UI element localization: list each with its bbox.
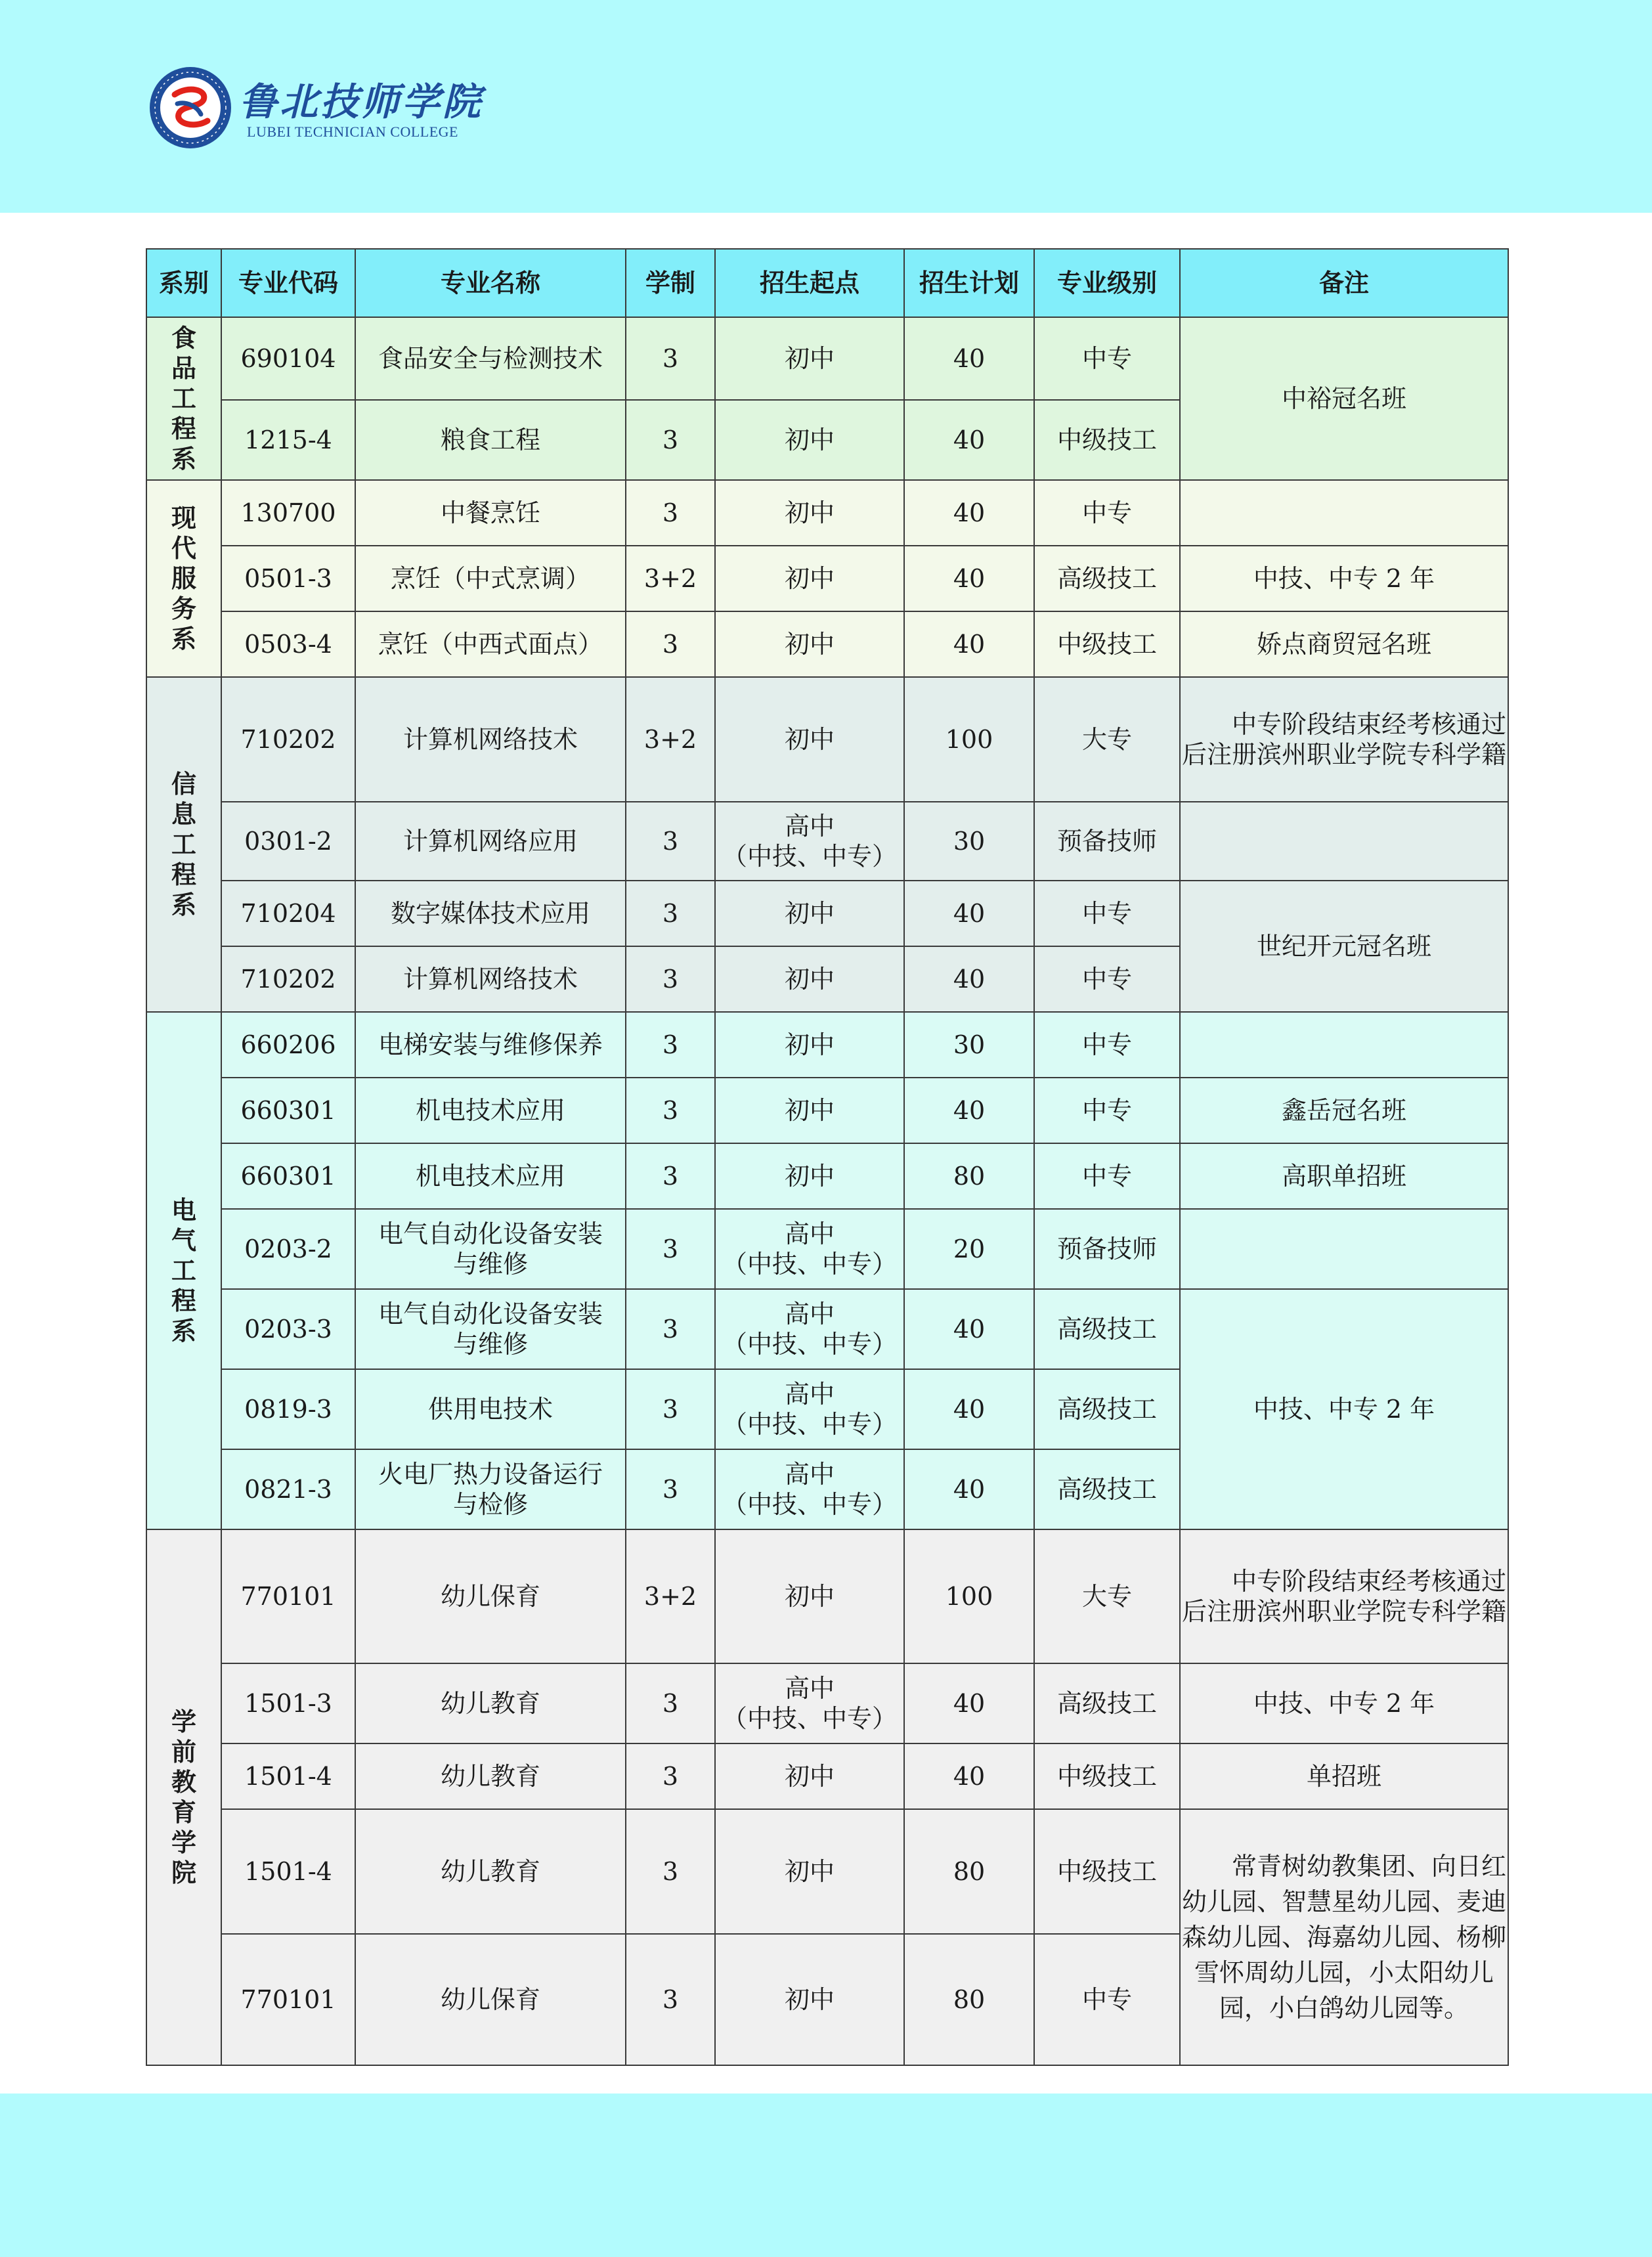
remark-cell: 单招班 [1180, 1743, 1508, 1809]
code-cell: 1501-4 [221, 1809, 355, 1934]
years-cell: 3+2 [626, 546, 715, 611]
years-cell: 3 [626, 317, 715, 400]
start-line2: （中技、中专） [722, 1250, 897, 1279]
start-cell: 初中 [715, 1143, 904, 1209]
years-cell: 3 [626, 400, 715, 480]
remark-cell: 中专阶段结束经考核通过后注册滨州职业学院专科学籍 [1180, 677, 1508, 802]
start-cell [715, 1209, 904, 1289]
enrollment-table [146, 248, 1509, 2066]
dept-label: 现代服务系 [171, 504, 196, 653]
level-cell: 中专 [1034, 946, 1180, 1012]
code-cell: 0501-3 [221, 546, 355, 611]
level-cell: 中专 [1034, 881, 1180, 946]
start-cell: 初中 [715, 1012, 904, 1078]
dept-label: 学前教育学院 [171, 1707, 196, 1887]
years-cell: 3 [626, 1143, 715, 1209]
years-cell: 3 [626, 611, 715, 677]
table-row [146, 802, 1508, 881]
name-line1: 火电厂热力设备运行 [378, 1460, 603, 1489]
dept-label: 电气工程系 [171, 1196, 196, 1346]
code-cell: 770101 [221, 1934, 355, 2065]
remark-cell: 世纪开元冠名班 [1180, 881, 1508, 1012]
code-cell: 0203-2 [221, 1209, 355, 1289]
table-row [146, 677, 1508, 802]
name-cell [355, 1289, 626, 1369]
name-line2: 与维修 [452, 1250, 528, 1279]
remark-cell: 鑫岳冠名班 [1180, 1078, 1508, 1143]
code-cell: 0203-3 [221, 1289, 355, 1369]
start-cell [715, 1663, 904, 1743]
table-row [146, 881, 1508, 946]
level-cell: 中级技工 [1034, 1809, 1180, 1934]
code-cell: 0301-2 [221, 802, 355, 881]
level-cell: 中专 [1034, 1934, 1180, 2065]
name-cell [355, 1209, 626, 1289]
name-cell: 幼儿教育 [355, 1663, 626, 1743]
start-cell: 初中 [715, 317, 904, 400]
table-row [146, 1078, 1508, 1143]
plan-cell: 40 [904, 881, 1034, 946]
level-cell: 大专 [1034, 1529, 1180, 1663]
code-cell: 1215-4 [221, 400, 355, 480]
start-line2: （中技、中专） [722, 842, 897, 871]
start-cell [715, 1369, 904, 1449]
years-cell: 3+2 [626, 1529, 715, 1663]
code-cell: 0821-3 [221, 1449, 355, 1529]
start-cell: 初中 [715, 1934, 904, 2065]
remark-cell: 中专阶段结束经考核通过后注册滨州职业学院专科学籍 [1180, 1529, 1508, 1663]
plan-cell: 40 [904, 946, 1034, 1012]
remark-cell: 高职单招班 [1180, 1143, 1508, 1209]
remark-cell [1180, 802, 1508, 881]
level-cell: 高级技工 [1034, 546, 1180, 611]
plan-cell: 40 [904, 1449, 1034, 1529]
start-line2: （中技、中专） [722, 1704, 897, 1733]
header-level: 专业级别 [1034, 249, 1180, 317]
name-cell: 计算机网络应用 [355, 802, 626, 881]
plan-cell: 40 [904, 1369, 1034, 1449]
years-cell: 3 [626, 1743, 715, 1809]
name-cell: 数字媒体技术应用 [355, 881, 626, 946]
code-cell: 660301 [221, 1143, 355, 1209]
name-cell: 中餐烹饪 [355, 480, 626, 546]
table-row [146, 1209, 1508, 1289]
start-cell [715, 1449, 904, 1529]
header-remark: 备注 [1180, 249, 1508, 317]
plan-cell: 100 [904, 677, 1034, 802]
start-line1: 高中 [784, 812, 835, 841]
bottom-band [0, 2093, 1652, 2257]
plan-cell: 40 [904, 317, 1034, 400]
header-dept: 系别 [146, 249, 221, 317]
remark-cell [1180, 480, 1508, 546]
school-name-cn: 鲁北技师学院 [239, 79, 484, 124]
dept-cell [146, 480, 221, 677]
school-seal-icon [148, 66, 232, 150]
start-cell: 初中 [715, 546, 904, 611]
name-line1: 电气自动化设备安装 [378, 1219, 603, 1248]
start-line1: 高中 [784, 1380, 835, 1409]
years-cell: 3+2 [626, 677, 715, 802]
name-cell [355, 1449, 626, 1529]
dept-cell [146, 317, 221, 480]
remark-cell: 中技、中专 2 年 [1180, 1289, 1508, 1529]
years-cell: 3 [626, 802, 715, 881]
plan-cell: 40 [904, 400, 1034, 480]
years-cell: 3 [626, 1809, 715, 1934]
table-header-row [146, 249, 1508, 317]
name-line2: 与维修 [452, 1330, 528, 1359]
plan-cell: 40 [904, 1663, 1034, 1743]
name-cell: 食品安全与检测技术 [355, 317, 626, 400]
code-cell: 660301 [221, 1078, 355, 1143]
name-cell: 幼儿教育 [355, 1743, 626, 1809]
start-line1: 高中 [784, 1219, 835, 1248]
code-cell: 770101 [221, 1529, 355, 1663]
table-row [146, 1012, 1508, 1078]
remark-cell [1180, 1209, 1508, 1289]
dept-cell [146, 1529, 221, 2065]
table-row [146, 317, 1508, 400]
start-cell: 初中 [715, 611, 904, 677]
level-cell: 中级技工 [1034, 400, 1180, 480]
name-cell: 机电技术应用 [355, 1078, 626, 1143]
name-cell: 供用电技术 [355, 1369, 626, 1449]
school-name-en: LUBEI TECHNICIAN COLLEGE [247, 123, 458, 140]
plan-cell: 40 [904, 1289, 1034, 1369]
start-cell: 初中 [715, 881, 904, 946]
dept-label: 食品工程系 [171, 324, 196, 473]
start-cell: 初中 [715, 1529, 904, 1663]
code-cell: 710204 [221, 881, 355, 946]
name-line1: 电气自动化设备安装 [378, 1300, 603, 1328]
code-cell: 130700 [221, 480, 355, 546]
level-cell: 大专 [1034, 677, 1180, 802]
years-cell: 3 [626, 1078, 715, 1143]
code-cell: 660206 [221, 1012, 355, 1078]
start-line1: 高中 [784, 1460, 835, 1489]
table-row [146, 546, 1508, 611]
plan-cell: 30 [904, 1012, 1034, 1078]
start-cell: 初中 [715, 677, 904, 802]
level-cell: 中级技工 [1034, 611, 1180, 677]
table-row [146, 1143, 1508, 1209]
name-cell: 幼儿保育 [355, 1529, 626, 1663]
school-logo [148, 66, 484, 151]
header-start: 招生起点 [715, 249, 904, 317]
start-cell [715, 802, 904, 881]
start-cell: 初中 [715, 480, 904, 546]
dept-label: 信息工程系 [171, 770, 196, 919]
header-name: 专业名称 [355, 249, 626, 317]
start-cell: 初中 [715, 1078, 904, 1143]
remark-cell: 中技、中专 2 年 [1180, 1663, 1508, 1743]
level-cell: 中专 [1034, 480, 1180, 546]
level-cell: 预备技师 [1034, 802, 1180, 881]
remark-cell [1180, 1012, 1508, 1078]
table-row [146, 1663, 1508, 1743]
plan-cell: 30 [904, 802, 1034, 881]
code-cell: 690104 [221, 317, 355, 400]
years-cell: 3 [626, 480, 715, 546]
remark-cell: 常青树幼教集团、向日红幼儿园、智慧星幼儿园、麦迪森幼儿园、海嘉幼儿园、杨柳雪怀周幼儿园，小太阳幼儿园，小白鸽幼儿园等。 [1180, 1809, 1508, 2065]
plan-cell: 80 [904, 1143, 1034, 1209]
level-cell: 高级技工 [1034, 1289, 1180, 1369]
plan-cell: 80 [904, 1809, 1034, 1934]
code-cell: 710202 [221, 677, 355, 802]
start-cell: 初中 [715, 400, 904, 480]
plan-cell: 40 [904, 480, 1034, 546]
table-row [146, 611, 1508, 677]
years-cell: 3 [626, 1012, 715, 1078]
name-cell: 幼儿教育 [355, 1809, 626, 1934]
table-row [146, 480, 1508, 546]
years-cell: 3 [626, 1663, 715, 1743]
years-cell: 3 [626, 1449, 715, 1529]
years-cell: 3 [626, 1369, 715, 1449]
header-plan: 招生计划 [904, 249, 1034, 317]
start-line2: （中技、中专） [722, 1410, 897, 1439]
name-cell: 电梯安装与维修保养 [355, 1012, 626, 1078]
code-cell: 710202 [221, 946, 355, 1012]
plan-cell: 40 [904, 546, 1034, 611]
years-cell: 3 [626, 1209, 715, 1289]
years-cell: 3 [626, 1289, 715, 1369]
header-years: 学制 [626, 249, 715, 317]
level-cell: 高级技工 [1034, 1663, 1180, 1743]
name-cell: 粮食工程 [355, 400, 626, 480]
remark-cell: 中技、中专 2 年 [1180, 546, 1508, 611]
start-cell: 初中 [715, 946, 904, 1012]
plan-cell: 100 [904, 1529, 1034, 1663]
plan-cell: 20 [904, 1209, 1034, 1289]
code-cell: 1501-3 [221, 1663, 355, 1743]
level-cell: 中专 [1034, 1012, 1180, 1078]
level-cell: 中专 [1034, 317, 1180, 400]
name-cell: 机电技术应用 [355, 1143, 626, 1209]
level-cell: 中级技工 [1034, 1743, 1180, 1809]
start-cell [715, 1289, 904, 1369]
name-line2: 与检修 [452, 1490, 528, 1519]
level-cell: 中专 [1034, 1143, 1180, 1209]
start-line1: 高中 [784, 1674, 835, 1703]
name-cell: 烹饪（中式烹调） [355, 546, 626, 611]
dept-cell [146, 1012, 221, 1529]
table-row [146, 1809, 1508, 1934]
code-cell: 1501-4 [221, 1743, 355, 1809]
level-cell: 预备技师 [1034, 1209, 1180, 1289]
table-row [146, 1743, 1508, 1809]
dept-cell [146, 677, 221, 1012]
start-line2: （中技、中专） [722, 1490, 897, 1519]
plan-cell: 40 [904, 1743, 1034, 1809]
remark-cell: 娇点商贸冠名班 [1180, 611, 1508, 677]
plan-cell: 40 [904, 1078, 1034, 1143]
code-cell: 0503-4 [221, 611, 355, 677]
plan-cell: 80 [904, 1934, 1034, 2065]
start-cell: 初中 [715, 1809, 904, 1934]
level-cell: 高级技工 [1034, 1449, 1180, 1529]
header-code: 专业代码 [221, 249, 355, 317]
start-line2: （中技、中专） [722, 1330, 897, 1359]
name-cell: 烹饪（中西式面点） [355, 611, 626, 677]
level-cell: 中专 [1034, 1078, 1180, 1143]
code-cell: 0819-3 [221, 1369, 355, 1449]
start-cell: 初中 [715, 1743, 904, 1809]
years-cell: 3 [626, 946, 715, 1012]
plan-cell: 40 [904, 611, 1034, 677]
name-cell: 计算机网络技术 [355, 946, 626, 1012]
name-cell: 计算机网络技术 [355, 677, 626, 802]
remark-cell: 中裕冠名班 [1180, 317, 1508, 480]
table-row [146, 1529, 1508, 1663]
years-cell: 3 [626, 881, 715, 946]
start-line1: 高中 [784, 1300, 835, 1328]
name-cell: 幼儿保育 [355, 1934, 626, 2065]
level-cell: 高级技工 [1034, 1369, 1180, 1449]
years-cell: 3 [626, 1934, 715, 2065]
table-row [146, 1289, 1508, 1369]
